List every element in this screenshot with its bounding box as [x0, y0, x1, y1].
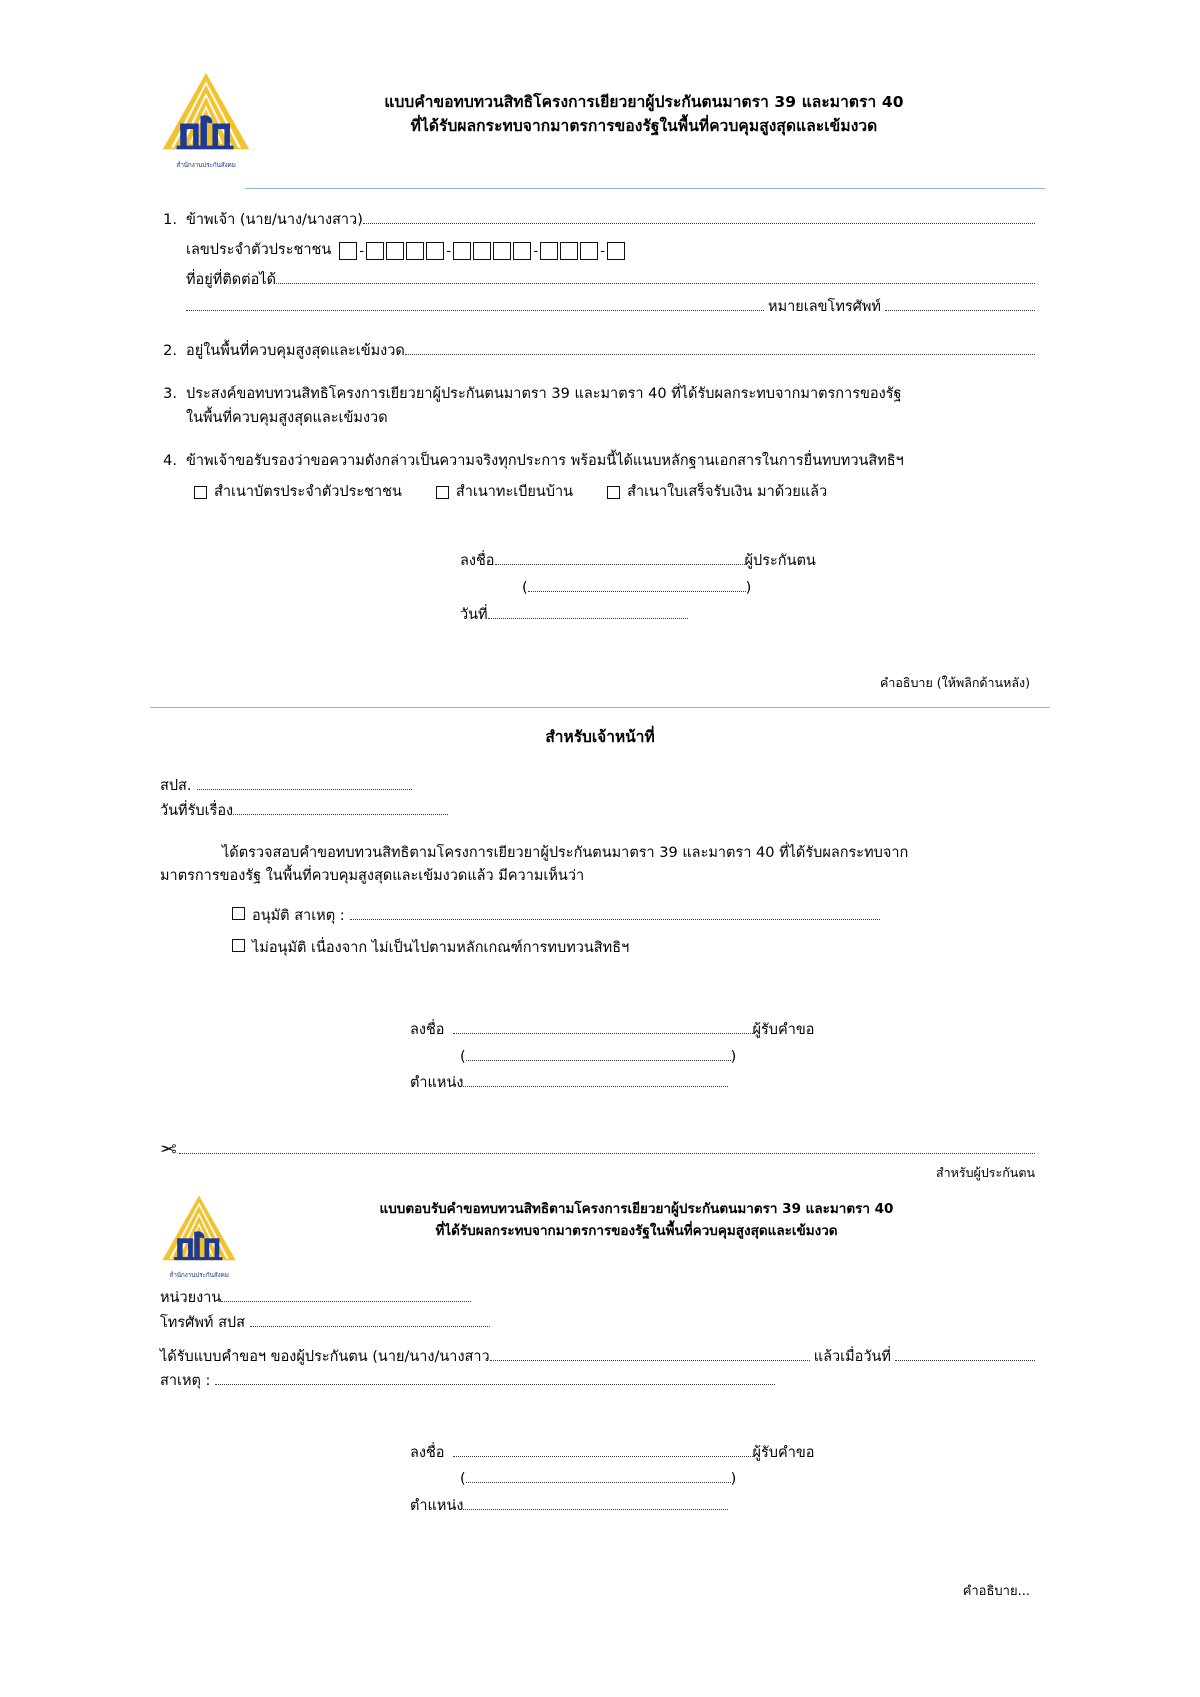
item-1-number: 1. [163, 212, 177, 228]
id-digit-box[interactable] [473, 242, 491, 260]
receipt-signature-block [160, 1440, 1035, 1520]
scissors-icon: ✂ [160, 1137, 177, 1162]
official-section-divider [150, 707, 1050, 708]
applicant-signature-block [160, 548, 1035, 628]
address-input-continued[interactable] [186, 300, 764, 312]
phone-label: หมายเลขโทรศัพท์ [768, 299, 881, 316]
applicant-signature-row [460, 548, 1035, 575]
item-2-number: 2. [163, 342, 177, 359]
logo-caption-receipt: สำนักงานประกันสังคม [169, 1271, 229, 1280]
receipt-unit-row [160, 1286, 1035, 1310]
signature-label: ลงชื่อ [410, 1444, 445, 1461]
page-title-line-1: แบบคำขอทบทวนสิทธิโครงการเยียวยาผู้ประกันตนมาตรา 39 และมาตรา 40 [384, 93, 904, 111]
office-row [160, 775, 1035, 798]
area-label: อยู่ในพื้นที่ควบคุมสูงสุดและเข้มงวด [186, 342, 405, 359]
applicant-printed-name-row [460, 575, 1035, 602]
address-label: ที่อยู่ที่ติดต่อได้ [186, 271, 276, 288]
official-position-row [410, 1070, 1035, 1097]
page-title-line-2: ที่ได้รับผลกระทบจากมาตรการของรัฐในพื้นที่ควบคุมสูงสุดและเข้มงวด [410, 117, 878, 136]
checkbox-icon[interactable] [232, 939, 245, 952]
receipt-reason-label: สาเหตุ : [160, 1373, 211, 1390]
checkbox-icon[interactable] [436, 486, 449, 499]
national-id-label: เลขประจำตัวประชาชน [186, 242, 332, 259]
paren-close: ) [745, 580, 752, 597]
header-divider [245, 188, 1045, 189]
official-signature-block [160, 1017, 1035, 1097]
receipt-position-input[interactable] [463, 1498, 728, 1510]
checkbox-icon[interactable] [194, 486, 207, 499]
date-input[interactable] [488, 607, 688, 619]
unit-label: หน่วยงาน [160, 1290, 222, 1307]
attachment-option-label: สำเนาใบเสร็จรับเงิน มาด้วยแล้ว [627, 483, 828, 500]
signature-input[interactable] [495, 553, 745, 565]
for-insured-note: สำหรับผู้ประกันตน [936, 1165, 1035, 1181]
sso-logo-emblem-receipt [160, 1193, 238, 1265]
official-signature-role: ผู้รับคำขอ [752, 1021, 815, 1038]
sso-logo-emblem [160, 70, 252, 155]
attachment-option-house-registration[interactable] [436, 481, 573, 504]
decision-options [160, 905, 1035, 961]
approve-reason-input[interactable] [350, 908, 880, 920]
id-separator: - [533, 243, 539, 259]
receipt-signature-row [410, 1440, 1035, 1467]
official-section [0, 775, 1200, 1097]
received-name-input[interactable] [490, 1349, 810, 1361]
received-when-label: แล้วเมื่อวันที่ [813, 1348, 891, 1365]
reject-label: ไม่อนุมัติ เนื่องจาก ไม่เป็นไปตามหลักเกณฑ์การทบทวนสิทธิฯ [252, 940, 630, 957]
applicant-name-input[interactable] [363, 212, 1035, 224]
logo-caption: สำนักงานประกันสังคม [176, 161, 236, 169]
official-section-title: สำหรับเจ้าหน้าที่ [545, 727, 655, 746]
id-digit-box[interactable] [540, 242, 558, 260]
receipt-reason-input[interactable] [215, 1373, 775, 1385]
received-date-input[interactable] [895, 1349, 1035, 1361]
date-label: วันที่ [460, 606, 488, 623]
applicant-name-row [186, 209, 1035, 232]
applicant-date-row [460, 602, 1035, 629]
paren-close: ) [730, 1471, 737, 1488]
tear-off-line [160, 1137, 1035, 1162]
area-input[interactable] [405, 343, 1035, 355]
receipt-title-line-1: แบบตอบรับคำขอทบทวนสิทธิตามโครงการเยียวยาผู้ประกันตนมาตรา 39 และมาตรา 40 [379, 1201, 894, 1218]
received-date-label: วันที่รับเรื่อง [160, 803, 234, 820]
official-para-line-1: ได้ตรวจสอบคำขอทบทวนสิทธิตามโครงการเยียวยาผู้ประกันตนมาตรา 39 และมาตรา 40 ที่ได้รับผลกระทบจาก [222, 844, 909, 861]
attachment-option-id-card[interactable] [194, 481, 402, 504]
checkbox-icon[interactable] [232, 907, 245, 920]
checkbox-icon[interactable] [607, 486, 620, 499]
official-signature-input[interactable] [453, 1022, 753, 1034]
id-separator: - [600, 243, 606, 259]
decision-option-reject[interactable] [232, 937, 1035, 960]
id-digit-box[interactable] [406, 242, 424, 260]
id-digit-box[interactable] [386, 242, 404, 260]
id-digit-box[interactable] [560, 242, 578, 260]
id-digit-box[interactable] [366, 242, 384, 260]
document-header [0, 0, 1200, 170]
national-id-boxes[interactable] [338, 242, 626, 260]
office-label: สปส. [160, 777, 192, 794]
phone-row [186, 296, 1035, 319]
position-label: ตำแหน่ง [410, 1075, 464, 1092]
receipt-signature-role: ผู้รับคำขอ [752, 1444, 815, 1461]
receipt-body [0, 1286, 1200, 1520]
phone-input[interactable] [885, 300, 1035, 312]
receipt-received-row [160, 1345, 1035, 1369]
receipt-phone-label: โทรศัพท์ สปส [160, 1314, 245, 1331]
paren-open: ( [460, 1471, 466, 1488]
item-4-number: 4. [163, 453, 177, 470]
office-input[interactable] [197, 778, 412, 790]
unit-input[interactable] [221, 1290, 471, 1302]
received-label: ได้รับแบบคำขอฯ ของผู้ประกันตน (นาย/นาง/นางสาว [160, 1348, 490, 1365]
form-item-1 [160, 209, 1035, 320]
id-separator: - [446, 243, 452, 259]
receipt-phone-row [160, 1311, 1035, 1335]
applicant-name-label: ข้าพเจ้า (นาย/นาง/นางสาว) [186, 212, 363, 228]
id-digit-box[interactable] [513, 242, 531, 260]
signature-role: ผู้ประกันตน [744, 553, 816, 570]
national-id-row [186, 239, 1035, 262]
id-digit-box[interactable] [453, 242, 471, 260]
signature-label: ลงชื่อ [410, 1021, 445, 1038]
paren-open: ( [460, 1048, 466, 1065]
printed-name-input[interactable] [528, 580, 746, 592]
receipt-reason-row [160, 1369, 1035, 1393]
purpose-line-1: ประสงค์ขอทบทวนสิทธิโครงการเยียวยาผู้ประกันตนมาตรา 39 และมาตรา 40 ที่ได้รับผลกระทบจากมาตรการของรัฐ [186, 386, 902, 403]
attachment-option-receipt[interactable] [607, 481, 827, 504]
official-printed-name-input[interactable] [466, 1049, 731, 1061]
form-item-2 [160, 340, 1035, 363]
applicant-section [0, 209, 1200, 693]
final-explanation-note: คำอธิบาย... [962, 1584, 1030, 1600]
area-row [186, 340, 1035, 363]
attachment-options [194, 481, 1035, 504]
purpose-line-2: ในพื้นที่ควบคุมสูงสุดและเข้มงวด [186, 409, 388, 426]
attachment-option-label: สำเนาทะเบียนบ้าน [455, 483, 574, 500]
paren-close: ) [730, 1048, 737, 1065]
received-date-input[interactable] [233, 803, 448, 815]
attachment-option-label: สำเนาบัตรประจำตัวประชาชน [214, 483, 402, 500]
receipt-phone-input[interactable] [250, 1315, 490, 1327]
sso-logo-receipt [160, 1193, 238, 1280]
receipt-header [0, 1185, 1200, 1280]
declaration-text: ข้าพเจ้าขอรับรองว่าขอความดังกล่าวเป็นความจริงทุกประการ พร้อมนี้ได้แนบหลักฐานเอกสารในการยื่นทบทวนสิทธิฯ [186, 453, 904, 470]
header-title-group [252, 62, 1030, 138]
receipt-title-group [238, 1185, 1035, 1242]
official-signature-row [410, 1017, 1035, 1044]
explanation-note: คำอธิบาย (ให้พลิกด้านหลัง) [879, 674, 1030, 690]
official-review-paragraph [160, 842, 1035, 865]
receipt-printed-name-input[interactable] [466, 1472, 731, 1484]
form-item-3 [160, 383, 1035, 430]
official-printed-name-row [410, 1044, 1035, 1071]
id-digit-box[interactable] [580, 242, 598, 260]
official-para-line-2: มาตรการของรัฐ ในพื้นที่ควบคุมสูงสุดและเข้มงวดแล้ว มีความเห็นว่า [160, 868, 585, 885]
approve-label: อนุมัติ สาเหตุ : [252, 907, 345, 924]
paren-open: ( [522, 580, 528, 597]
id-separator: - [359, 243, 365, 259]
official-position-input[interactable] [463, 1075, 728, 1087]
tear-off-dotted-line [179, 1144, 1035, 1154]
id-digit-box[interactable] [607, 242, 625, 260]
receipt-title-line-2: ที่ได้รับผลกระทบจากมาตรการของรัฐในพื้นที่ควบคุมสูงสุดและเข้มงวด [435, 1222, 838, 1239]
decision-option-approve[interactable] [232, 905, 1035, 928]
receipt-printed-name-row [410, 1466, 1035, 1493]
received-date-row [160, 800, 1035, 823]
receipt-position-row [410, 1493, 1035, 1520]
receipt-signature-input[interactable] [453, 1445, 753, 1457]
id-digit-box[interactable] [426, 242, 444, 260]
id-digit-box[interactable] [339, 242, 357, 260]
position-label: ตำแหน่ง [410, 1498, 464, 1515]
form-item-4 [160, 450, 1035, 504]
address-input[interactable] [276, 272, 1035, 284]
signature-label: ลงชื่อ [460, 553, 495, 570]
item-3-number: 3. [163, 386, 177, 403]
address-row [186, 269, 1035, 292]
sso-logo [160, 70, 252, 170]
id-digit-box[interactable] [493, 242, 511, 260]
